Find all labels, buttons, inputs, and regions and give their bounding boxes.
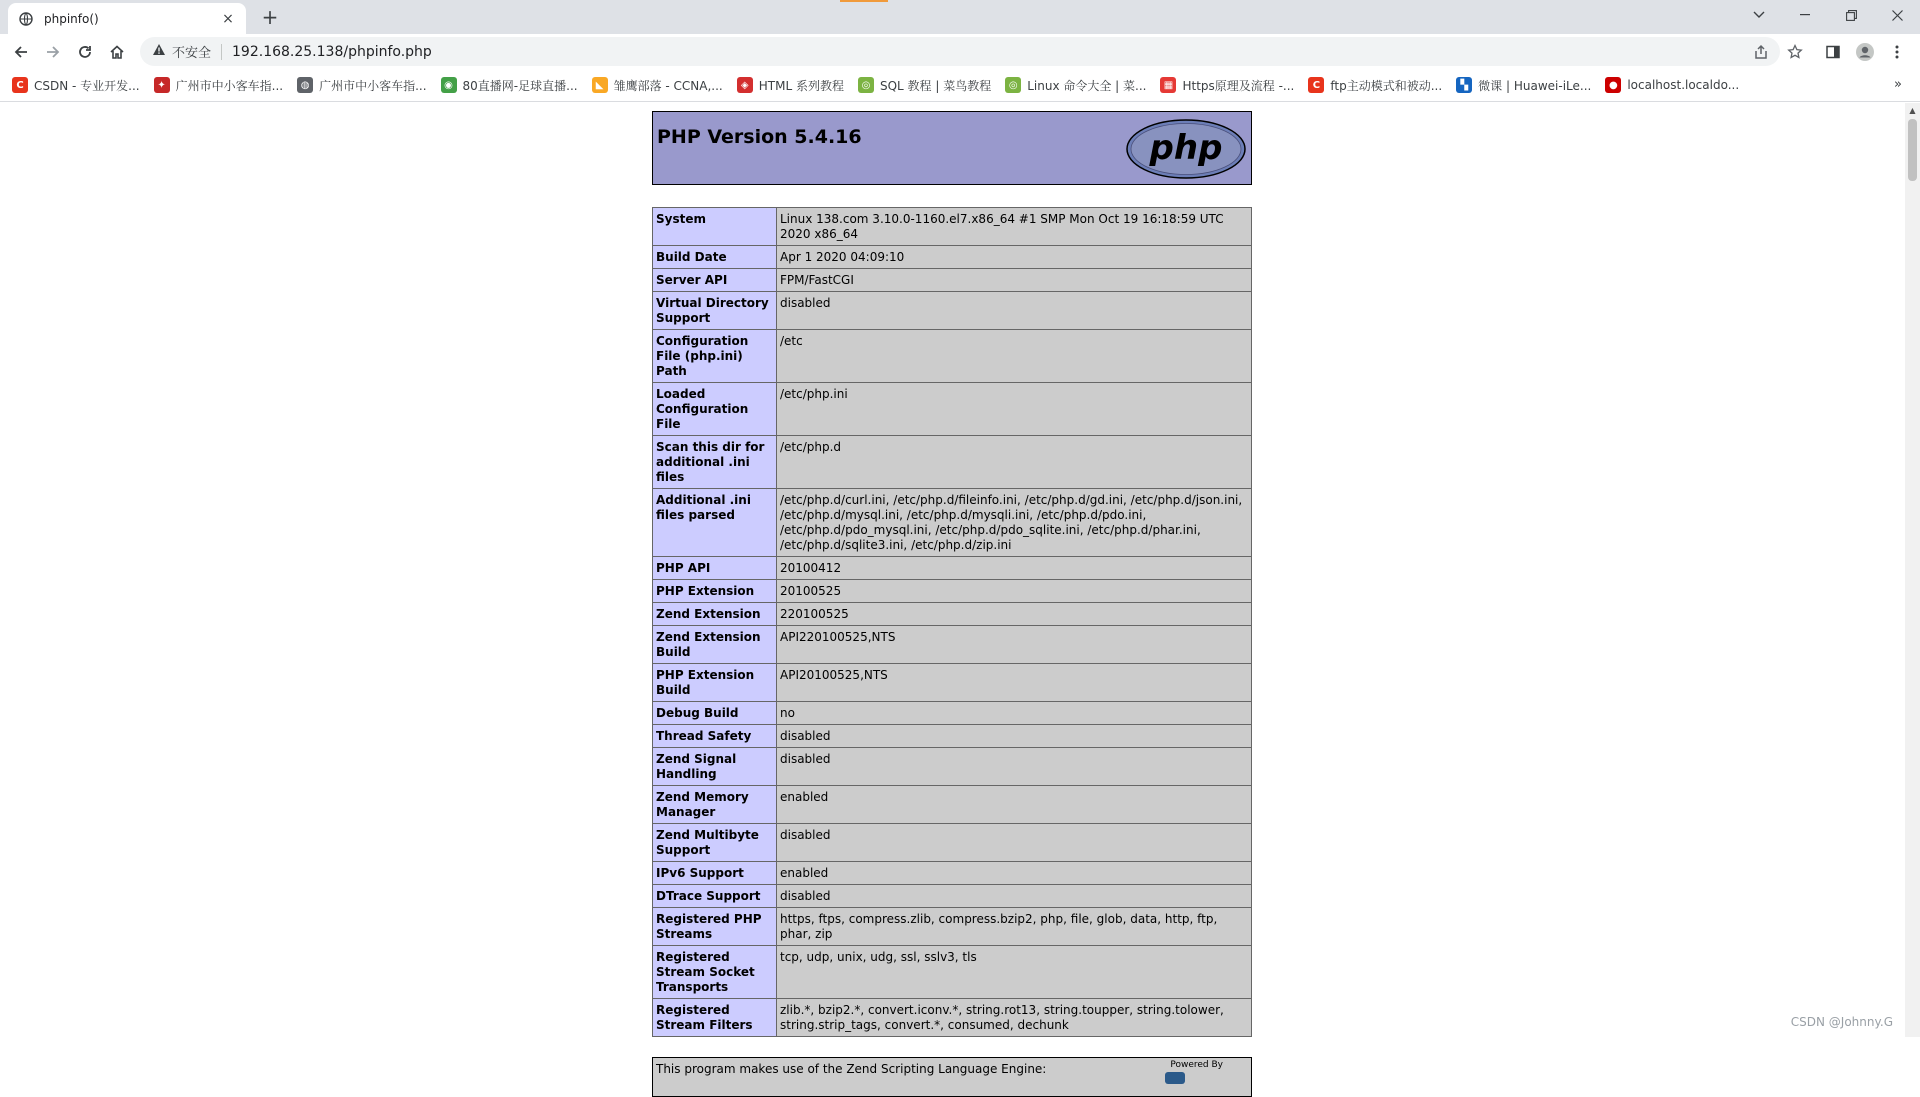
row-key: DTrace Support bbox=[653, 885, 777, 908]
menu-kebab-icon[interactable] bbox=[1884, 39, 1910, 65]
table-row bbox=[653, 885, 1252, 908]
row-value: 20100525 bbox=[777, 580, 1252, 603]
row-key: Configuration File (php.ini) Path bbox=[653, 330, 777, 383]
csdn-icon: C bbox=[12, 77, 28, 93]
table-row bbox=[653, 246, 1252, 269]
side-panel-icon[interactable] bbox=[1820, 39, 1846, 65]
row-value: /etc/php.d/curl.ini, /etc/php.d/fileinfo.ini, /etc/php.d/gd.ini, /etc/php.d/json.ini, /etc/php.d/mysql.ini, /etc/php.d/mysqli.ini, /etc/php.d/pdo.ini, /etc/php.d/pdo_mysql.ini, /etc/php.d/pdo_sqlite.ini, /etc/php.d/phar.ini, /etc/php.d/sqlite3.ini, /etc/php.d/zip.ini bbox=[777, 489, 1252, 557]
row-key: PHP Extension bbox=[653, 580, 777, 603]
row-key: Zend Extension Build bbox=[653, 626, 777, 664]
row-value: disabled bbox=[777, 748, 1252, 786]
browser-tab[interactable] bbox=[8, 3, 246, 34]
row-key: Zend Signal Handling bbox=[653, 748, 777, 786]
tab-strip bbox=[0, 0, 1920, 34]
bookmark-label: CSDN - 专业开发... bbox=[34, 78, 140, 93]
row-value: Apr 1 2020 04:09:10 bbox=[777, 246, 1252, 269]
row-key: Loaded Configuration File bbox=[653, 383, 777, 436]
row-value: FPM/FastCGI bbox=[777, 269, 1252, 292]
globe-icon bbox=[18, 11, 34, 27]
restore-icon[interactable] bbox=[1828, 0, 1874, 30]
bookmark-label: localhost.localdo... bbox=[1627, 78, 1740, 92]
forward-arrow-icon[interactable] bbox=[40, 39, 66, 65]
redhat-icon: ● bbox=[1605, 77, 1621, 93]
page-viewport bbox=[0, 103, 1905, 1076]
row-key: Debug Build bbox=[653, 702, 777, 725]
row-value: /etc bbox=[777, 330, 1252, 383]
tab-title: phpinfo() bbox=[44, 11, 99, 26]
bookmark-item[interactable] bbox=[1605, 77, 1739, 93]
watermark: CSDN @Johnny.G bbox=[1790, 1015, 1893, 1029]
php-info-table bbox=[652, 207, 1252, 1037]
reload-icon[interactable] bbox=[72, 39, 98, 65]
row-value: https, ftps, compress.zlib, compress.bzip2, php, file, glob, data, http, ftp, phar, zip bbox=[777, 908, 1252, 946]
row-value: 220100525 bbox=[777, 603, 1252, 626]
zend-engine-box bbox=[652, 1057, 1252, 1097]
bookmarks-bar bbox=[0, 69, 1920, 102]
row-value: enabled bbox=[777, 862, 1252, 885]
row-value: disabled bbox=[777, 292, 1252, 330]
row-value: API20100525,NTS bbox=[777, 664, 1252, 702]
tab-close-icon[interactable]: × bbox=[222, 10, 234, 27]
bookmark-label: 微课 | Huawei-iLe... bbox=[1478, 78, 1592, 93]
table-row bbox=[653, 999, 1252, 1037]
svg-text:php: php bbox=[1149, 128, 1223, 168]
insecure-label: 不安全 bbox=[172, 46, 212, 61]
row-value: zlib.*, bzip2.*, convert.iconv.*, string.rot13, string.toupper, string.tolower, string.strip_tags, convert.*, consumed, dechunk bbox=[777, 999, 1252, 1037]
row-value: /etc/php.d bbox=[777, 436, 1252, 489]
table-row bbox=[653, 330, 1252, 383]
row-key: Zend Multibyte Support bbox=[653, 824, 777, 862]
bookmark-item[interactable] bbox=[1308, 77, 1442, 94]
bookmark-label: 80直播网-足球直播... bbox=[462, 78, 578, 93]
table-row bbox=[653, 702, 1252, 725]
bookmark-item[interactable] bbox=[1456, 77, 1591, 94]
scrollbar-thumb[interactable] bbox=[1908, 119, 1917, 181]
bookmark-label: 雏鹰部落 - CCNA,... bbox=[613, 78, 723, 93]
row-value: tcp, udp, unix, udg, ssl, sslv3, tls bbox=[777, 946, 1252, 999]
table-row bbox=[653, 664, 1252, 702]
row-value: disabled bbox=[777, 725, 1252, 748]
php-version-title: PHP Version 5.4.16 bbox=[657, 126, 862, 148]
bookmark-label: Linux 命令大全 | 菜... bbox=[1027, 78, 1147, 93]
bookmark-label: ftp主动模式和被动... bbox=[1330, 78, 1443, 93]
bookmark-item[interactable] bbox=[737, 77, 844, 94]
row-key: Zend Extension bbox=[653, 603, 777, 626]
phpinfo-page bbox=[652, 111, 1252, 1097]
table-row bbox=[653, 383, 1252, 436]
bookmark-item[interactable] bbox=[592, 77, 723, 94]
row-key: Registered Stream Filters bbox=[653, 999, 777, 1037]
row-key: Registered Stream Socket Transports bbox=[653, 946, 777, 999]
vertical-scrollbar[interactable] bbox=[1905, 103, 1920, 1037]
runoob-icon: ◎ bbox=[858, 77, 874, 93]
tab-search-icon[interactable] bbox=[1736, 0, 1782, 30]
row-key: Thread Safety bbox=[653, 725, 777, 748]
table-row bbox=[653, 626, 1252, 664]
address-bar[interactable] bbox=[140, 37, 1780, 66]
table-row bbox=[653, 292, 1252, 330]
bookmark-item[interactable] bbox=[297, 77, 426, 94]
row-key: PHP API bbox=[653, 557, 777, 580]
share-icon[interactable] bbox=[1748, 39, 1774, 65]
php-version-header bbox=[652, 111, 1252, 185]
row-value: API220100525,NTS bbox=[777, 626, 1252, 664]
row-key: Scan this dir for additional .ini files bbox=[653, 436, 777, 489]
table-row bbox=[653, 786, 1252, 824]
browser-toolbar bbox=[0, 34, 1920, 69]
row-value: no bbox=[777, 702, 1252, 725]
table-row bbox=[653, 580, 1252, 603]
warning-icon bbox=[152, 43, 166, 60]
soccer-icon: ◉ bbox=[441, 77, 457, 93]
bookmark-item[interactable] bbox=[12, 77, 140, 94]
row-key: IPv6 Support bbox=[653, 862, 777, 885]
bookmarks-overflow-button[interactable]: » bbox=[1894, 77, 1902, 92]
bookmark-label: 广州市中小客车指... bbox=[319, 78, 427, 93]
zend-engine-text: This program makes use of the Zend Scripting Language Engine: bbox=[656, 1062, 1047, 1076]
php-logo-icon bbox=[1125, 118, 1247, 180]
row-value: 20100412 bbox=[777, 557, 1252, 580]
row-key: Build Date bbox=[653, 246, 777, 269]
scroll-up-arrow-icon[interactable]: ▲ bbox=[1909, 105, 1916, 115]
row-key: System bbox=[653, 208, 777, 246]
runoob-icon: ◎ bbox=[1005, 77, 1021, 93]
table-row bbox=[653, 557, 1252, 580]
huawei-icon: ▚ bbox=[1456, 77, 1472, 93]
zend-logo-icon bbox=[1165, 1072, 1185, 1084]
row-key: Additional .ini files parsed bbox=[653, 489, 777, 557]
row-value: Linux 138.com 3.10.0-1160.el7.x86_64 #1 SMP Mon Oct 19 16:18:59 UTC 2020 x86_64 bbox=[777, 208, 1252, 246]
row-value: disabled bbox=[777, 885, 1252, 908]
row-key: Zend Memory Manager bbox=[653, 786, 777, 824]
new-tab-button[interactable]: + bbox=[261, 5, 279, 29]
row-value: disabled bbox=[777, 824, 1252, 862]
bookmark-label: 广州市中小客车指... bbox=[175, 78, 284, 93]
table-row bbox=[653, 208, 1252, 246]
bookmark-item[interactable] bbox=[858, 77, 991, 94]
bookmark-item[interactable] bbox=[441, 77, 578, 94]
csdn-icon: C bbox=[1308, 77, 1324, 93]
table-row bbox=[653, 269, 1252, 292]
close-window-icon[interactable] bbox=[1874, 0, 1920, 30]
table-row bbox=[653, 603, 1252, 626]
bookmark-label: HTML 系列教程 bbox=[758, 78, 844, 93]
bookmark-item[interactable] bbox=[154, 77, 283, 94]
powered-by-label: Powered By bbox=[1170, 1060, 1223, 1070]
security-indicator[interactable] bbox=[152, 44, 222, 60]
profile-avatar-icon[interactable] bbox=[1852, 39, 1878, 65]
guangzhou-icon: ✦ bbox=[154, 77, 170, 93]
globe-icon: ◍ bbox=[297, 77, 313, 93]
bird-icon: ◣ bbox=[592, 77, 608, 93]
row-key: Registered PHP Streams bbox=[653, 908, 777, 946]
bookmark-item[interactable] bbox=[1005, 77, 1146, 94]
bookmark-label: SQL 教程 | 菜鸟教程 bbox=[879, 78, 992, 93]
row-value: /etc/php.ini bbox=[777, 383, 1252, 436]
row-key: PHP Extension Build bbox=[653, 664, 777, 702]
bookmark-item[interactable] bbox=[1160, 77, 1294, 94]
table-row bbox=[653, 436, 1252, 489]
table-row bbox=[653, 748, 1252, 786]
row-key: Server API bbox=[653, 269, 777, 292]
row-value: enabled bbox=[777, 786, 1252, 824]
blog-icon: ▦ bbox=[1160, 77, 1176, 93]
home-icon[interactable] bbox=[104, 39, 130, 65]
table-row bbox=[653, 824, 1252, 862]
loading-accent bbox=[840, 0, 888, 2]
minimize-icon[interactable] bbox=[1782, 0, 1828, 30]
html-icon: ◈ bbox=[737, 77, 753, 93]
url-text[interactable]: 192.168.25.138/phpinfo.php bbox=[232, 43, 432, 60]
table-row bbox=[653, 946, 1252, 999]
bookmark-star-icon[interactable] bbox=[1782, 39, 1808, 65]
table-row bbox=[653, 908, 1252, 946]
table-row bbox=[653, 489, 1252, 557]
bookmark-label: Https原理及流程 -... bbox=[1182, 78, 1295, 93]
table-row bbox=[653, 725, 1252, 748]
table-row bbox=[653, 862, 1252, 885]
row-key: Virtual Directory Support bbox=[653, 292, 777, 330]
back-arrow-icon[interactable] bbox=[8, 39, 34, 65]
